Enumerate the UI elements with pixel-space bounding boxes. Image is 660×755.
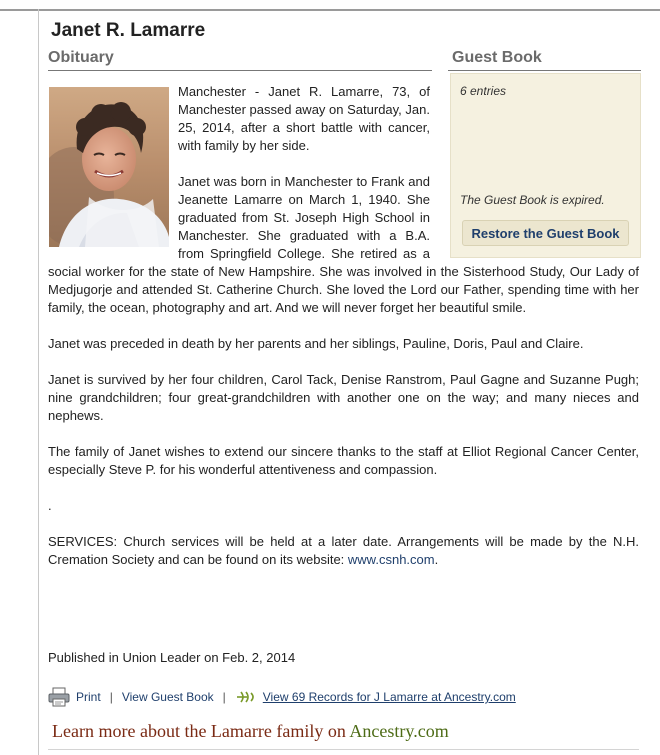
top-divider (0, 9, 660, 11)
csnh-website-link[interactable]: www.csnh.com (347, 552, 435, 567)
services-text: SERVICES: Church services will be held at a later date. Arrangements will be made by the N.H. Cremation Society and can be found on its website: (48, 534, 639, 567)
ancestry-records-link[interactable]: View 69 Records for J Lamarre at Ancestry.com (262, 690, 516, 704)
ancestry-link[interactable]: Ancestry.com (349, 721, 449, 741)
obituary-paragraph: Janet was preceded in death by her parents and her siblings, Pauline, Doris, Paul and Claire. (48, 336, 584, 351)
deceased-name: Janet R. Lamarre (51, 20, 206, 41)
bottom-divider (48, 749, 639, 750)
obituary-paragraph: . (48, 498, 52, 513)
guestbook-heading: Guest Book (448, 49, 641, 71)
guestbook-expired-notice: The Guest Book is expired. (460, 193, 605, 207)
restore-guestbook-button[interactable]: Restore the Guest Book (462, 220, 629, 246)
guestbook-entry-count: 6 entries (460, 84, 507, 98)
left-divider (38, 9, 39, 755)
printer-icon[interactable] (48, 687, 70, 707)
print-link[interactable]: Print (76, 690, 101, 704)
obituary-text (48, 83, 639, 569)
services-end: . (434, 552, 439, 567)
obituary-paragraph: The family of Janet wishes to extend our sincere thanks to the staff at Elliot Regional Cancer Center, especially Steve P. for his wonderful attentiveness and compassion. (48, 444, 639, 477)
learn-more-banner[interactable] (52, 721, 449, 742)
obituary-paragraph: Manchester - Janet R. Lamarre, 73, of Manchester passed away on Saturday, Jan. 25, 2014, after a short battle with cancer, with family by her side. (178, 84, 430, 153)
action-separator: | (222, 690, 226, 704)
action-separator: | (109, 690, 113, 704)
ancestry-leaf-icon[interactable] (235, 690, 257, 704)
publication-line: Published in Union Leader on Feb. 2, 2014 (48, 650, 296, 665)
learn-more-text: Learn more about the Lamarre family on (52, 721, 350, 741)
action-links (48, 686, 516, 708)
view-guestbook-link[interactable]: View Guest Book (121, 690, 214, 704)
obituary-paragraph: Janet is survived by her four children, Carol Tack, Denise Ranstrom, Paul Gagne and Suzanne Pugh; nine grandchildren; four great-grandchildren with another one on the way; and many nieces and nephews. (48, 372, 639, 423)
obituary-heading: Obituary (48, 49, 432, 71)
services-paragraph (48, 533, 639, 569)
obituary-paragraph: Janet was born in Manchester to Frank and Jeanette Lamarre on March 1, 1940. She graduated from St. Joseph High School in Manchester. She graduated with a B.A. from Springfield College. She retired as a social worker for the state of New Hampshire. She was involved in the Sisterhood Study, Our Lady of Medjugorje and attended St. Catherine Church. She loved the Lord our Father, spending time with her family, the ocean, photography and art. And we will never forget her beautiful smile. (48, 174, 639, 315)
